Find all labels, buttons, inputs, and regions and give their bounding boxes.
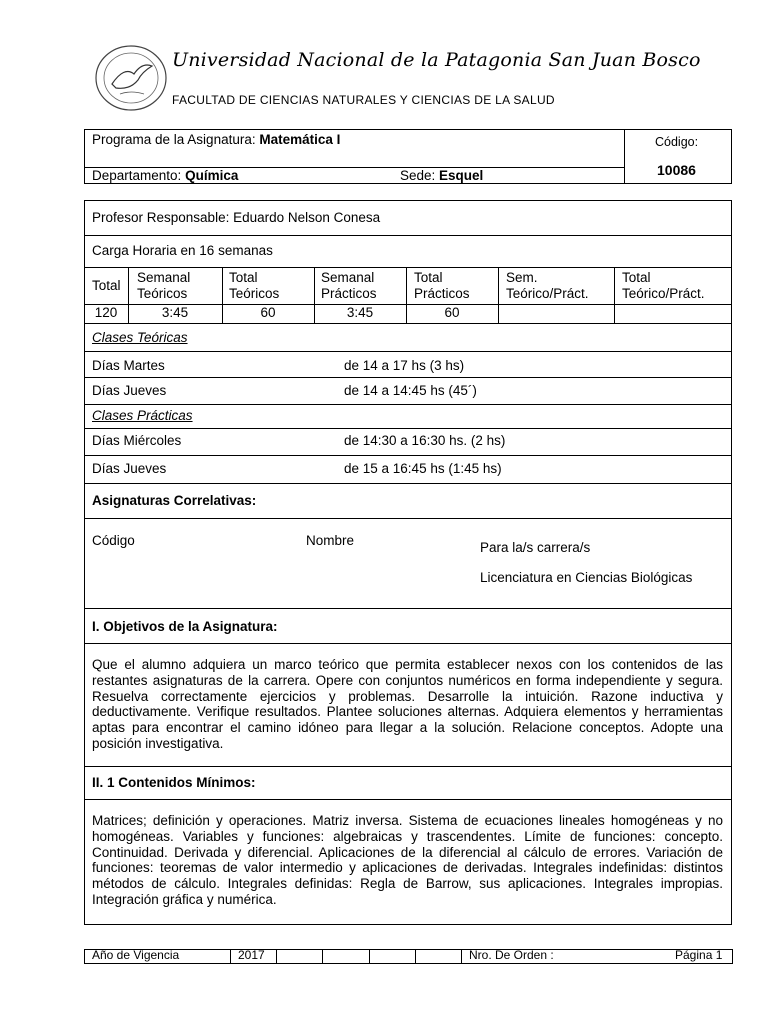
carga-horaria: Carga Horaria en 16 semanas bbox=[92, 243, 273, 258]
page-number: Página 1 bbox=[675, 948, 723, 962]
val-tot-teo: 60 bbox=[260, 305, 276, 320]
orden-label: Nro. De Orden : bbox=[469, 948, 554, 962]
university-name: Universidad Nacional de la Patagonia San Juan Bosco bbox=[172, 49, 701, 71]
practicas-time-1: de 14:30 a 16:30 hs. (2 hs) bbox=[344, 433, 506, 448]
teoricas-day-2: Días Jueves bbox=[92, 383, 167, 398]
correlativas-carrera-label: Para la/s carrera/s bbox=[480, 540, 591, 555]
footer-box bbox=[84, 949, 733, 964]
val-sem-prac: 3:45 bbox=[346, 305, 374, 320]
objetivos-text: Que el alumno adquiera un marco teórico que permita establecer nexos con los contenidos de las restantes asignaturas de la carrera. Opere con conjuntos numéricos en forma independiente y segura. Resuelva correctamente ejercicios y problemas. Desarrolle la intuición. Razone inductiva y deductivamente. Verifique resultados. Plantee soluciones alternas. Adquiera elementos y herramientas aptas para encontrar el camino idóneo para llegar a la solución. Relacione conceptos. Adopte una posición investigativa. bbox=[92, 657, 723, 751]
teoricas-time-2: de 14 a 14:45 hs (45´) bbox=[344, 383, 477, 398]
practicas-time-2: de 15 a 16:45 hs (1:45 hs) bbox=[344, 461, 502, 476]
code-label: Código: bbox=[655, 135, 699, 149]
hdr-tot-teo-2: Teóricos bbox=[229, 286, 280, 301]
contenidos-title: II. 1 Contenidos Mínimos: bbox=[92, 775, 256, 790]
hdr-tot-prac-1: Total bbox=[414, 270, 443, 285]
practicas-day-2: Días Jueves bbox=[92, 461, 167, 476]
program-label: Programa de la Asignatura: Matemática I bbox=[92, 132, 341, 147]
teoricas-day-1: Días Martes bbox=[92, 358, 165, 373]
hdr-sem-tp-2: Teórico/Práct. bbox=[506, 286, 589, 301]
hdr-tot-prac-2: Prácticos bbox=[414, 286, 470, 301]
vigencia-label: Año de Vigencia bbox=[92, 948, 180, 962]
val-sem-teo: 3:45 bbox=[161, 305, 189, 320]
val-tot-prac: 60 bbox=[444, 305, 460, 320]
subject-name: Matemática I bbox=[259, 132, 341, 147]
correlativas-nombre: Nombre bbox=[306, 533, 355, 548]
department-value: Química bbox=[185, 168, 239, 183]
hdr-sem-teo-1: Semanal bbox=[137, 270, 191, 285]
university-seal-icon bbox=[94, 44, 168, 112]
val-total: 120 bbox=[94, 305, 118, 320]
correlativas-carrera: Licenciatura en Ciencias Biológicas bbox=[480, 570, 693, 585]
teoricas-title: Clases Teóricas bbox=[92, 330, 188, 345]
department-label: Departamento: Química bbox=[92, 168, 239, 183]
hdr-tot-tp-1: Total bbox=[622, 270, 651, 285]
code-value: 10086 bbox=[657, 162, 696, 178]
hdr-total: Total bbox=[92, 278, 121, 293]
practicas-title: Clases Prácticas bbox=[92, 408, 193, 423]
teoricas-time-1: de 14 a 17 hs (3 hs) bbox=[344, 358, 465, 373]
hdr-tot-teo-1: Total bbox=[229, 270, 258, 285]
sede-value: Esquel bbox=[439, 168, 484, 183]
objetivos-title: I. Objetivos de la Asignatura: bbox=[92, 619, 278, 634]
faculty-name: FACULTAD DE CIENCIAS NATURALES Y CIENCIAS DE LA SALUD bbox=[172, 93, 555, 107]
hdr-sem-prac-1: Semanal bbox=[321, 270, 375, 285]
vigencia-value: 2017 bbox=[238, 948, 265, 962]
hdr-tot-tp-2: Teórico/Práct. bbox=[622, 286, 705, 301]
correlativas-codigo: Código bbox=[92, 533, 135, 548]
practicas-day-1: Días Miércoles bbox=[92, 433, 182, 448]
contenidos-text: Matrices; definición y operaciones. Matriz inversa. Sistema de ecuaciones lineales homogéneas y no homogéneas. Variables y funciones: algebraicas y trascendentes. Límite de funciones: concepto. Continuidad. Derivada y diferencial. Aplicaciones de la diferencial al cálculo de errores. Variación de funciones: teoremas de valor intermedio y aplicaciones de derivadas. Integrales indefinidas: distintos métodos de cálculo. Integrales definidas: Regla de Barrow, sus aplicaciones. Integrales impropias. Integración gráfica y numérica. bbox=[92, 813, 723, 907]
hdr-sem-tp-1: Sem. bbox=[506, 270, 538, 285]
hdr-sem-teo-2: Teóricos bbox=[137, 286, 188, 301]
sede-label: Sede: Esquel bbox=[400, 168, 484, 183]
correlativas-title: Asignaturas Correlativas: bbox=[92, 493, 257, 508]
professor: Profesor Responsable: Eduardo Nelson Conesa bbox=[92, 210, 381, 225]
hdr-sem-prac-2: Prácticos bbox=[321, 286, 377, 301]
